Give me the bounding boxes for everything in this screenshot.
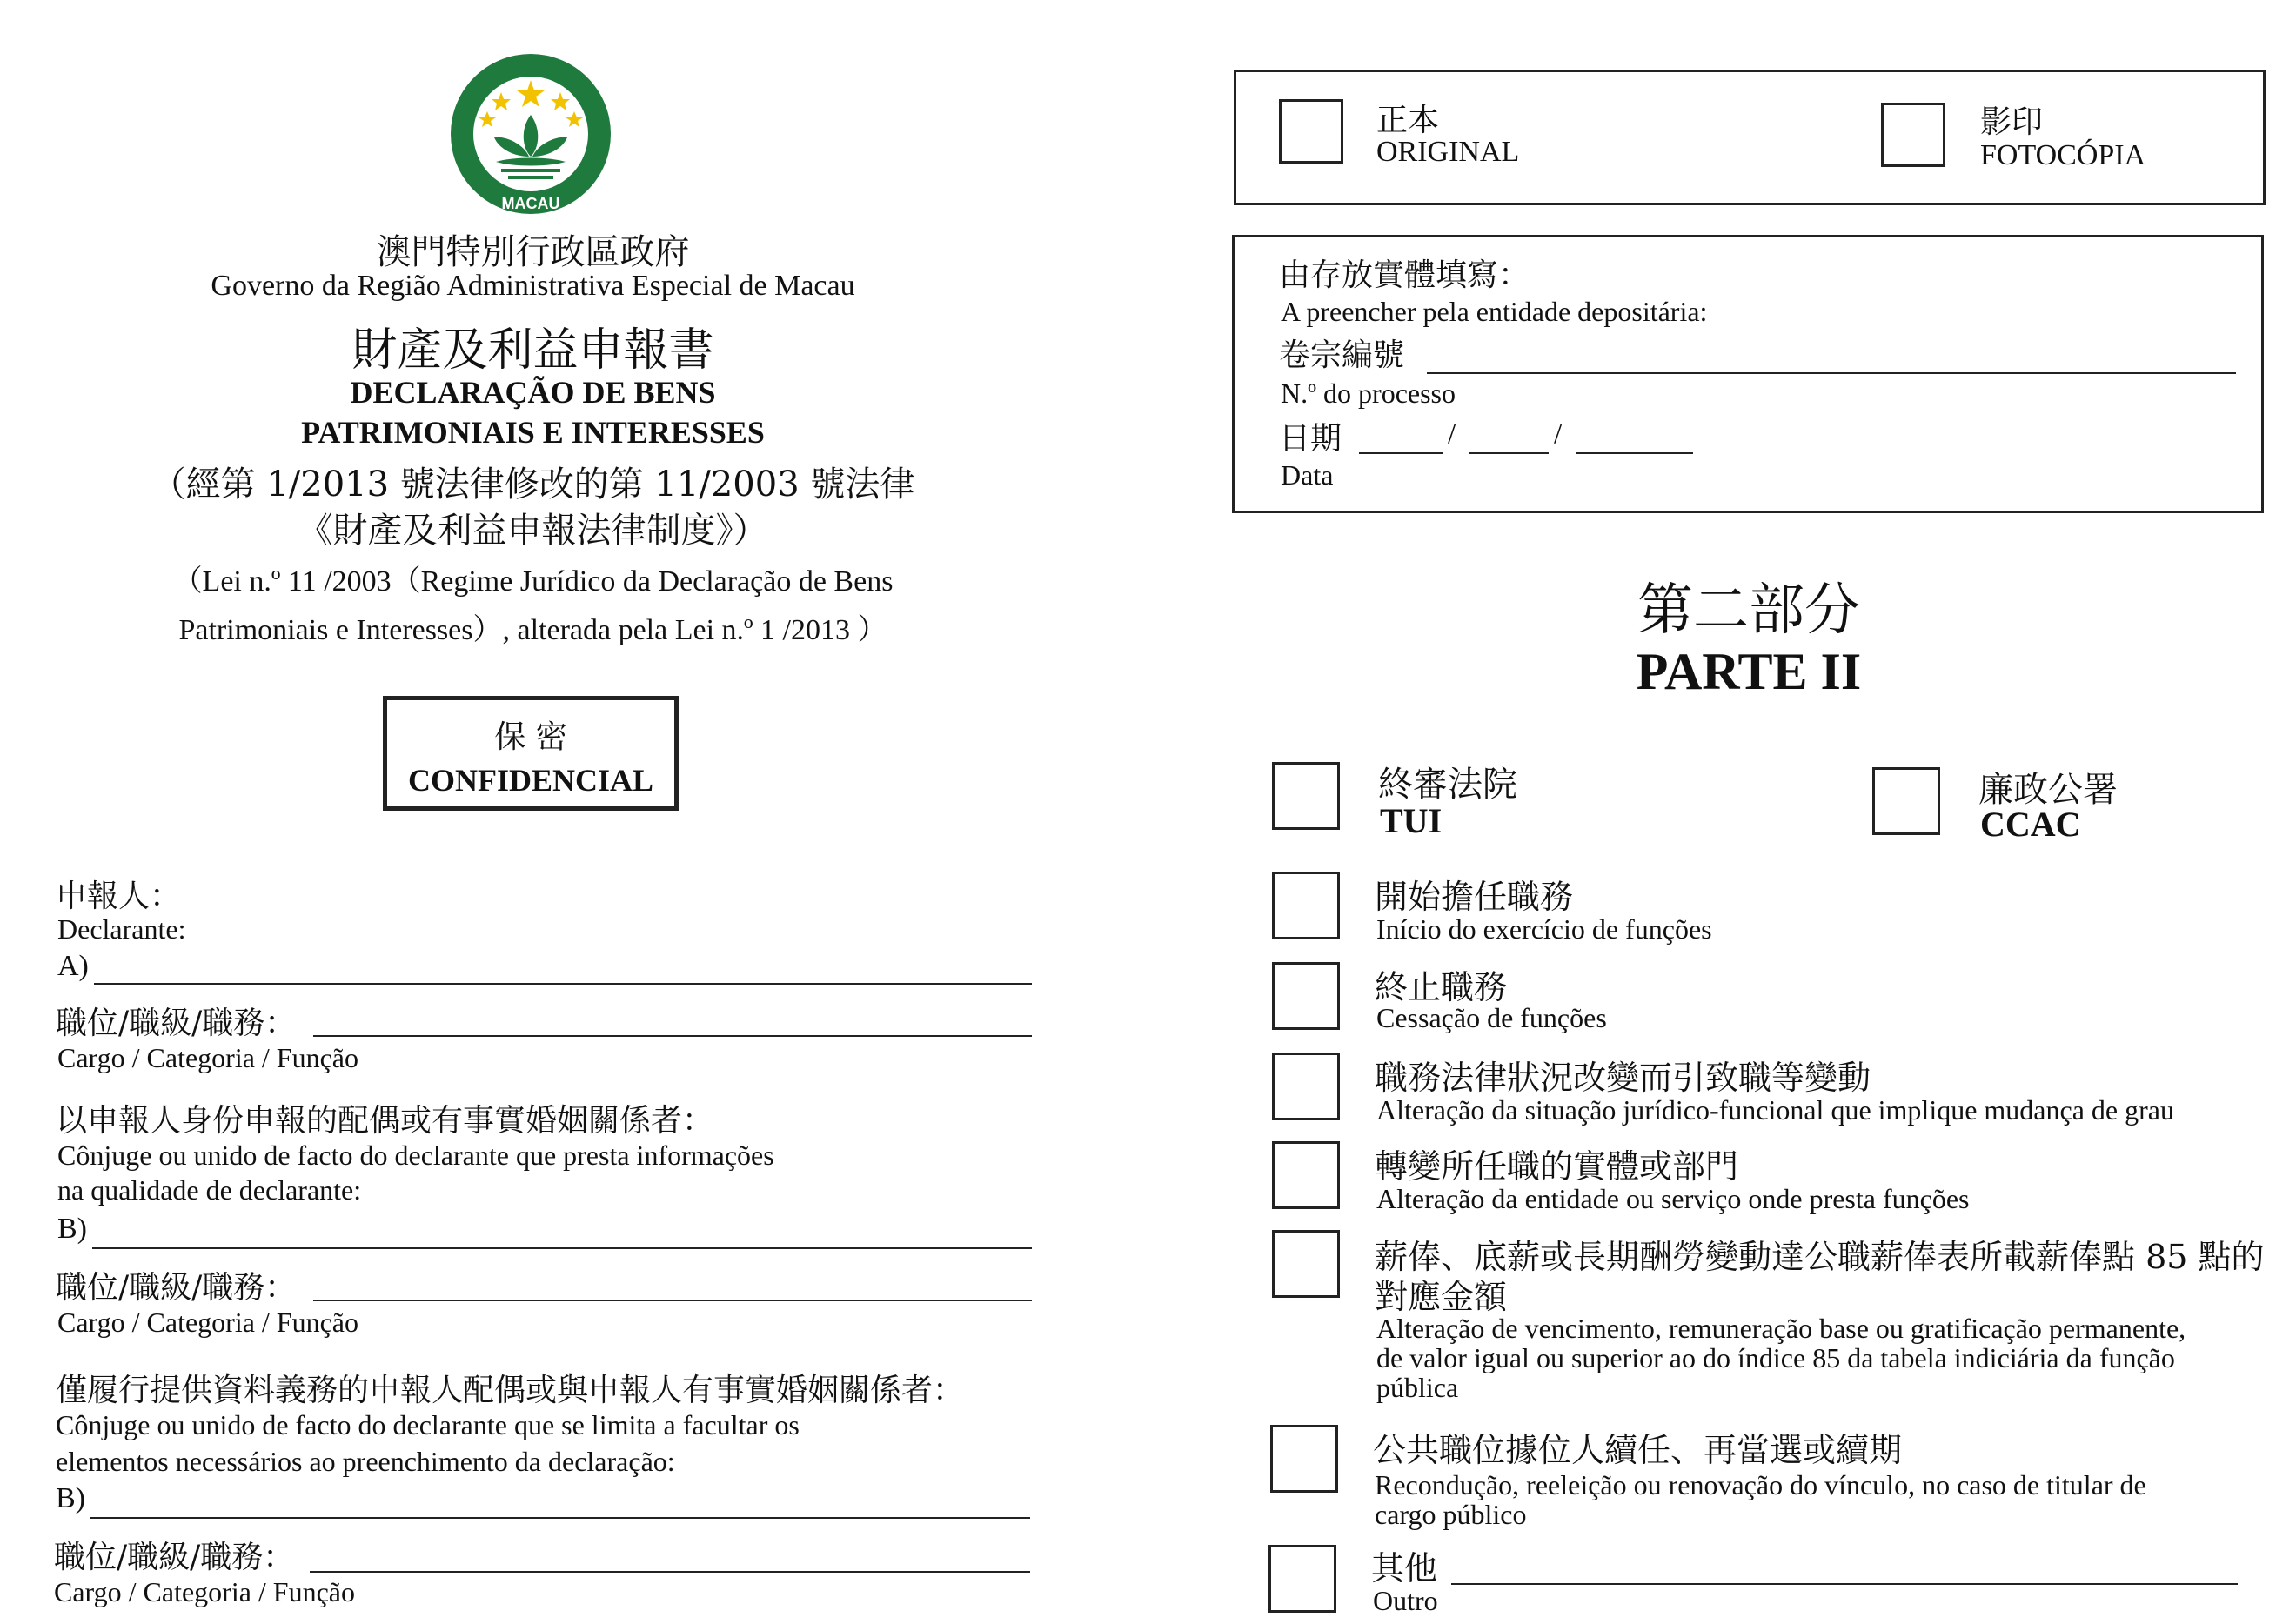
option-other-field[interactable] (1451, 1583, 2238, 1585)
option-renewal-label-zh: 公共職位據位人續任、再當選或續期 (1373, 1431, 1903, 1469)
date-year-field[interactable] (1576, 452, 1693, 454)
option-entity-change-checkbox[interactable] (1272, 1141, 1340, 1209)
depositary-title-zh: 由存放實體填寫： (1279, 257, 1530, 293)
option-cessation-label-zh: 終止職務 (1375, 968, 1508, 1006)
option-cessation-label-pt: Cessação de funções (1376, 1002, 1607, 1033)
declarant-label-pt: Declarante: (57, 913, 186, 945)
confidential-zh: 保 密 (494, 719, 567, 755)
confidential-stamp (383, 696, 679, 811)
option-entity-change-label-zh: 轉變所任職的實體或部門 (1375, 1147, 1739, 1186)
option-salary-change-label-zh-line2: 對應金額 (1375, 1278, 1508, 1316)
photocopy-label-zh: 影印 (1980, 104, 2044, 140)
tui-checkbox[interactable] (1272, 762, 1340, 830)
spouse-informant-label-zh: 以申報人身份申報的配偶或有事實婚姻關係者： (56, 1103, 714, 1139)
option-grade-change-label-pt: Alteração da situação jurídico-funcional que implique mudança de grau (1376, 1094, 2174, 1126)
confidential-pt: CONFIDENCIAL (407, 763, 654, 798)
option-entity-change-label-pt: Alteração da entidade ou serviço onde presta funções (1376, 1183, 1970, 1214)
spouse-limited-label-pt-line2: elementos necessários ao preenchimento da declaração: (56, 1446, 675, 1477)
declarant-label-zh: 申報人： (56, 879, 182, 914)
photocopy-checkbox[interactable] (1881, 103, 1945, 167)
law-reference-pt-line2: Patrimoniais e Interesses）, alterada pela Lei n.º 1 /2013 ） (178, 614, 887, 646)
option-salary-change-label-pt-line3: pública (1376, 1372, 1459, 1403)
declarant-position-label-pt: Cargo / Categoria / Função (57, 1042, 358, 1073)
declarant-name-field[interactable] (94, 983, 1032, 985)
option-salary-change-checkbox[interactable] (1272, 1230, 1340, 1298)
option-start-checkbox[interactable] (1272, 872, 1340, 939)
ccac-checkbox[interactable] (1872, 767, 1940, 835)
spouse-limited-label-zh: 僅履行提供資料義務的申報人配偶或與申報人有事實婚姻關係者： (56, 1373, 965, 1408)
date-label-pt: Data (1281, 459, 1334, 491)
option-salary-change-label-pt-line2: de valor igual ou superior ao do índice 85 da tabela indiciária da função (1376, 1342, 2175, 1373)
date-separator-1: / (1448, 418, 1456, 450)
option-salary-change-label-pt-line1: Alteração de vencimento, remuneração base ou gratificação permanente, (1376, 1313, 2186, 1344)
option-salary-change-label-zh-line1: 薪俸、底薪或長期酬勞變動達公職薪俸表所載薪俸點 85 點的 (1375, 1238, 2265, 1276)
option-grade-change-label-zh: 職務法律狀況改變而引致職等變動 (1375, 1059, 1871, 1097)
lotus-emblem-icon (444, 54, 618, 219)
process-number-label-zh: 卷宗編號 (1279, 337, 1405, 373)
part-heading-pt: PARTE II (1636, 643, 1862, 700)
form-title-zh: 財產及利益申報書 (351, 324, 714, 377)
government-name-zh: 澳門特別行政區政府 (376, 232, 690, 272)
date-day-field[interactable] (1359, 452, 1443, 454)
original-label-pt: ORIGINAL (1376, 136, 1520, 168)
spouse-informant-label-pt-line1: Cônjuge ou unido de facto do declarante que presta informações (57, 1139, 774, 1171)
spouse-informant-position-field[interactable] (313, 1300, 1032, 1301)
date-month-field[interactable] (1469, 452, 1549, 454)
option-grade-change-checkbox[interactable] (1272, 1053, 1340, 1120)
original-checkbox[interactable] (1279, 99, 1343, 164)
law-reference-zh-line1: （經第 1/2013 號法律修改的第 11/2003 號法律 (151, 464, 915, 505)
process-number-label-pt: N.º do processo (1281, 378, 1456, 409)
tui-label-zh: 終審法院 (1378, 765, 1517, 805)
option-renewal-label-pt-line2: cargo público (1375, 1499, 1527, 1530)
spouse-limited-label-pt-line1: Cônjuge ou unido de facto do declarante que se limita a facultar os (56, 1409, 800, 1440)
photocopy-label-pt: FOTOCÓPIA (1980, 139, 2146, 171)
spouse-informant-label-pt-line2: na qualidade de declarante: (57, 1174, 362, 1206)
declarant-a-prefix: A) (57, 950, 89, 982)
form-title-pt-line2: PATRIMONIAIS E INTERESSES (301, 415, 765, 450)
macau-emblem (444, 54, 618, 219)
spouse-limited-position-label-zh: 職位/職級/職務： (54, 1540, 295, 1575)
form-title-pt-line1: DECLARAÇÃO DE BENS (350, 375, 716, 410)
spouse-limited-b-prefix: B) (56, 1482, 85, 1514)
spouse-limited-position-label-pt: Cargo / Categoria / Função (54, 1576, 355, 1607)
spouse-informant-position-label-pt: Cargo / Categoria / Função (57, 1307, 358, 1338)
part-heading-zh: 第二部分 (1637, 578, 1860, 643)
date-separator-2: / (1554, 418, 1563, 450)
spouse-informant-position-label-zh: 職位/職級/職務： (56, 1270, 297, 1306)
svg-text:MACAU: MACAU (501, 195, 560, 212)
option-other-label-pt: Outro (1373, 1585, 1438, 1616)
law-reference-zh-line2: 《財產及利益申報法律制度》） (298, 511, 768, 551)
option-other-checkbox[interactable] (1268, 1545, 1336, 1613)
option-start-label-zh: 開始擔任職務 (1375, 878, 1574, 916)
option-renewal-label-pt-line1: Recondução, reeleição ou renovação do vínculo, no caso de titular de (1375, 1469, 2146, 1500)
option-renewal-checkbox[interactable] (1270, 1425, 1338, 1493)
ccac-label-pt: CCAC (1980, 805, 2081, 844)
original-label-zh: 正本 (1376, 103, 1440, 138)
declarant-position-label-zh: 職位/職級/職務： (56, 1006, 297, 1041)
spouse-informant-b-prefix: B) (57, 1213, 87, 1245)
spouse-limited-position-field[interactable] (310, 1571, 1030, 1573)
government-name-pt: Governo da Região Administrativa Especial de Macau (211, 270, 855, 302)
option-other-label-zh: 其他 (1371, 1549, 1438, 1587)
tui-label-pt: TUI (1380, 801, 1443, 840)
ccac-label-zh: 廉政公署 (1978, 770, 2118, 810)
date-label-zh: 日期 (1279, 421, 1342, 457)
spouse-informant-name-field[interactable] (92, 1247, 1032, 1249)
declarant-position-field[interactable] (313, 1035, 1032, 1037)
option-start-label-pt: Início do exercício de funções (1376, 913, 1712, 945)
process-number-field[interactable] (1427, 372, 2236, 374)
law-reference-pt-line1: （Lei n.º 11 /2003（Regime Jurídico da Declaração de Bens (172, 565, 894, 598)
depositary-title-pt: A preencher pela entidade depositária: (1281, 296, 1708, 327)
spouse-limited-name-field[interactable] (90, 1517, 1030, 1519)
option-cessation-checkbox[interactable] (1272, 962, 1340, 1030)
